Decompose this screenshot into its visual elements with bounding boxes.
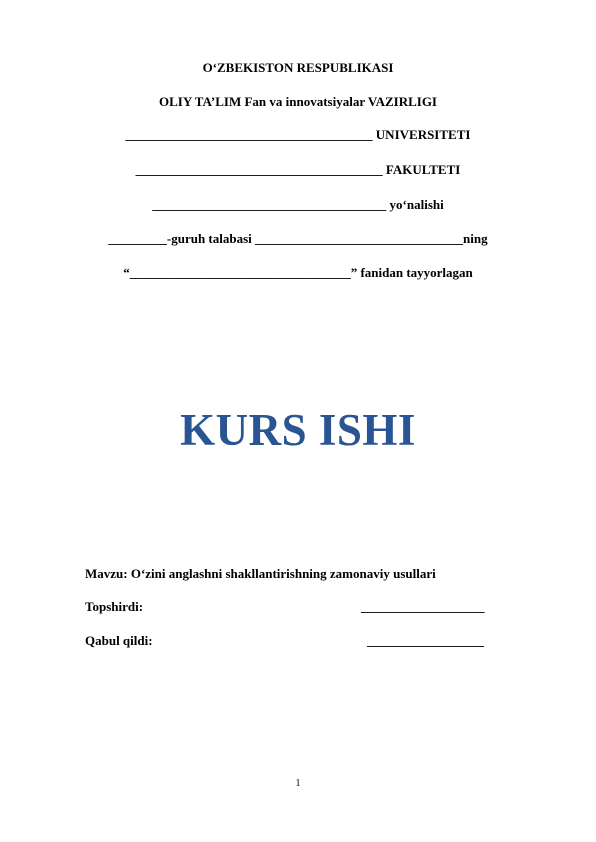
subject-line: “__________________________________” fanidan tayyorlagan [123, 265, 473, 280]
page-number: 1 [295, 778, 301, 789]
university-line: ______________________________________ UNIVERSITETI [125, 127, 471, 142]
submitted-label: Topshirdi: [85, 599, 144, 614]
accepted-label: Qabul qildi: [85, 633, 153, 648]
republic-heading: O‘ZBEKISTON RESPUBLIKASI [202, 60, 394, 75]
accepted-signature-blank: __________________ [367, 633, 484, 648]
group-student-line: _________-guruh talabasi ________________________________ning [108, 231, 488, 246]
faculty-line: ______________________________________ FAKULTETI [135, 162, 461, 177]
direction-line: ____________________________________ yo‘nalishi [152, 197, 444, 212]
topic-line: Mavzu: O‘zini anglashni shakllantirishning zamonaviy usullari [85, 566, 436, 581]
document-title: KURS ISHI [180, 405, 416, 455]
submitted-signature-blank: ___________________ [361, 599, 485, 614]
ministry-heading: OLIY TA’LIM Fan va innovatsiyalar VAZIRLIGI [159, 94, 437, 109]
